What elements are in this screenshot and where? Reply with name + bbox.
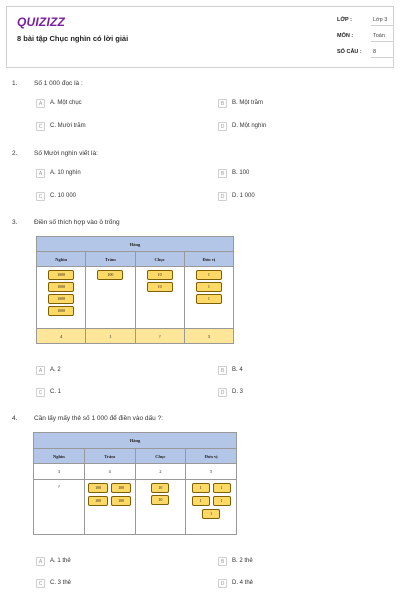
meta-count-label: SỐ CÂU : [337, 49, 362, 55]
tiles-tens [135, 480, 186, 535]
tile-10: 10 [147, 270, 173, 280]
option-text: A. 1 thẻ [50, 558, 71, 564]
option-letter-box[interactable]: A [36, 366, 45, 375]
meta-grade-value: Lớp 3 [373, 17, 388, 23]
option-text: C. 3 thẻ [50, 580, 72, 586]
tile-1: 1 [213, 483, 231, 493]
option-text: D. 4 thẻ [232, 580, 254, 586]
tile-1000: 1000 [48, 294, 74, 304]
value-tens: ? [135, 329, 184, 344]
worksheet-header [6, 6, 394, 68]
tiles-units [184, 267, 233, 329]
option-letter-box[interactable]: C [36, 579, 45, 588]
question-text: Cần lấy mấy thẻ số 1 000 để điền vào dấu ?: [34, 415, 164, 422]
tile-10: 10 [151, 483, 169, 493]
option-text: D. 3 [232, 389, 244, 395]
value-units: 3 [184, 329, 233, 344]
option-letter-box[interactable]: D [218, 122, 227, 131]
option-text: B. 100 [232, 170, 250, 176]
option-letter-box[interactable]: D [218, 388, 227, 397]
question-number: 2. [12, 150, 18, 157]
tiles-units [186, 480, 237, 535]
option-letter-box[interactable]: A [36, 99, 45, 108]
option-text: A. 2 [50, 367, 61, 373]
value-thousands: 3 [34, 464, 85, 480]
column-header-units: Đơn vị [184, 252, 233, 267]
option-letter-box[interactable]: A [36, 557, 45, 566]
option-letter-box[interactable]: B [218, 366, 227, 375]
option-text: D. 1 000 [232, 193, 255, 199]
option-text: C. 10 000 [50, 193, 77, 199]
page-title: 8 bài tập Chục nghìn có lời giải [17, 34, 129, 43]
option-letter-box[interactable]: B [218, 557, 227, 566]
column-header-tens: Chục [135, 449, 186, 464]
option-letter-box[interactable]: B [218, 99, 227, 108]
question-number: 1. [12, 80, 18, 87]
tile-1000: 1000 [48, 306, 74, 316]
tile-1: 1 [192, 483, 210, 493]
option-letter-box[interactable]: C [36, 122, 45, 131]
column-header-tens: Chục [135, 252, 184, 267]
column-header-thousands: Nghìn [37, 252, 86, 267]
column-header-hundreds: Trăm [84, 449, 135, 464]
meta-grade-label: LỚP : [337, 17, 352, 23]
tile-1: 1 [196, 282, 222, 292]
question-text: Điền số thích hợp vào ô trống [34, 219, 120, 226]
tile-1: 1 [196, 270, 222, 280]
option-text: A. Một chục [50, 100, 82, 106]
value-hundreds: 4 [84, 464, 135, 480]
value-units: 5 [186, 464, 237, 480]
column-header-units: Đơn vị [186, 449, 237, 464]
tiles-thousands [37, 267, 86, 329]
tiles-hundreds [84, 480, 135, 535]
tiles-hundreds [86, 267, 135, 329]
table-title: Hàng [37, 237, 234, 252]
option-letter-box[interactable]: A [36, 169, 45, 178]
tile-1: 1 [192, 496, 210, 506]
tile-1000: 1000 [48, 270, 74, 280]
tile-10: 10 [151, 495, 169, 505]
option-letter-box[interactable]: C [36, 388, 45, 397]
place-value-table-q3 [36, 236, 234, 344]
value-thousands: 4 [37, 329, 86, 344]
place-value-table-q4 [33, 432, 237, 535]
column-header-thousands: Nghìn [34, 449, 85, 464]
question-text: Số 1 000 đọc là : [34, 80, 83, 87]
option-text: C. Mười trăm [50, 123, 86, 129]
meta-count-value: 8 [373, 49, 377, 55]
option-letter-box[interactable]: D [218, 579, 227, 588]
tile-100: 100 [88, 483, 108, 493]
option-text: D. Một nghìn [232, 123, 267, 129]
tiles-tens [135, 267, 184, 329]
tiles-thousands [34, 480, 85, 535]
tile-100: 100 [97, 270, 123, 280]
tile-1000: 1000 [48, 282, 74, 292]
option-letter-box[interactable]: C [36, 192, 45, 201]
quizizz-logo: QUIZIZZ [17, 15, 66, 29]
tile-1: 1 [196, 294, 222, 304]
tile-1: 1 [202, 509, 220, 519]
tile-10: 10 [147, 282, 173, 292]
option-text: A. 10 nghìn [50, 170, 81, 176]
option-letter-box[interactable]: D [218, 192, 227, 201]
question-number: 4. [12, 415, 18, 422]
tile-100: 100 [111, 483, 131, 493]
option-text: B. 4 [232, 367, 243, 373]
question-number: 3. [12, 219, 18, 226]
column-header-hundreds: Trăm [86, 252, 135, 267]
value-tens: 2 [135, 464, 186, 480]
option-text: B. 2 thẻ [232, 558, 253, 564]
value-hundreds: 1 [86, 329, 135, 344]
tile-100: 100 [88, 496, 108, 506]
question-text: Số Mười nghìn viết là: [34, 150, 98, 157]
table-title: Hàng [34, 433, 237, 449]
unknown-mark: ? [57, 484, 60, 489]
tile-1: 1 [213, 496, 231, 506]
tile-100: 100 [111, 496, 131, 506]
meta-subject-value: Toán [373, 33, 385, 39]
option-letter-box[interactable]: B [218, 169, 227, 178]
meta-subject-label: MÔN : [337, 33, 354, 39]
option-text: C. 1 [50, 389, 62, 395]
option-text: B. Một trăm [232, 100, 264, 106]
